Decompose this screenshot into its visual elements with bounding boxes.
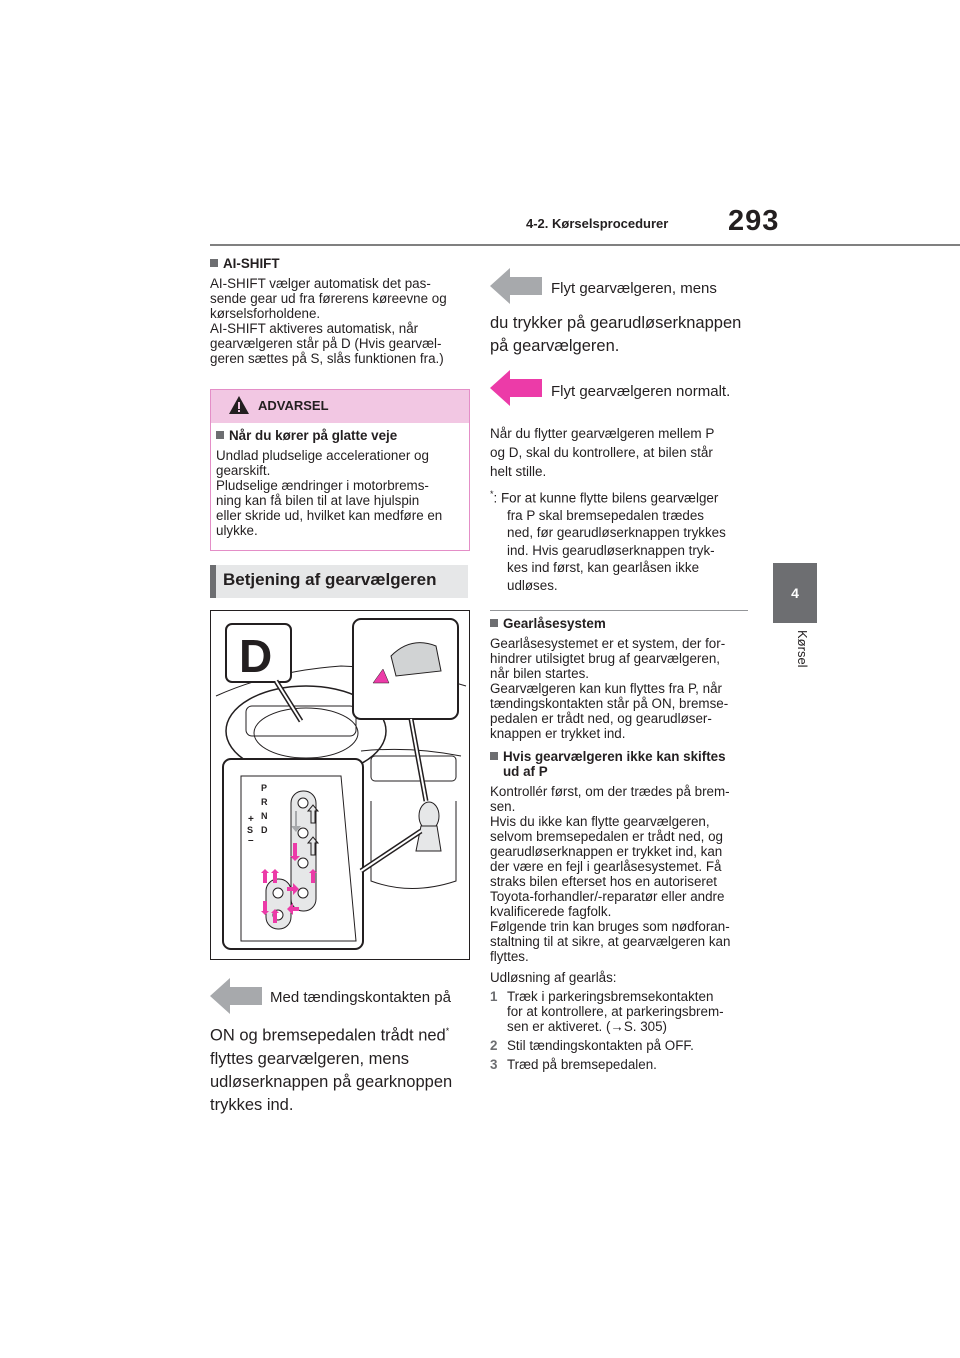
warning-line: ning kan få bilen til at lave hjulspin — [216, 493, 420, 508]
gate-label-minus: – — [248, 835, 254, 846]
step-line: Træd på bremsepedalen. — [507, 1057, 657, 1072]
note-line: Når du flytter gearvælgeren mellem P — [490, 426, 715, 441]
cannot-shift-line: Toyota-forhandler/-reparatør eller andre — [490, 889, 725, 904]
warning-line: Pludselige ændringer i motorbrems- — [216, 478, 429, 493]
gate-label-p: P — [261, 783, 268, 793]
gearlock-line: tændingskontakten står på ON, bremse- — [490, 696, 729, 711]
footnote-line: : For at kunne flytte bilens gearvælger — [493, 490, 719, 506]
gate-label-s: S — [247, 825, 254, 835]
cannot-shift-line: Kontrollér først, om der trædes på brem- — [490, 784, 730, 799]
step-number: 2 — [490, 1038, 498, 1053]
step-1 — [490, 989, 752, 1034]
ai-shift-line: gearvælgeren står på D (Hvis gearvæl- — [210, 336, 442, 351]
cannot-shift-line: straks bilen efterset hos en autoriseret — [490, 874, 718, 889]
operation-line: udløserknappen på gearknoppen — [210, 1072, 453, 1091]
footnote-line: kes ind først, kan gearlåsen ikke — [507, 560, 700, 576]
drive-letter: D — [239, 630, 273, 682]
header-rule-right — [840, 244, 960, 246]
pink-arrow-icon — [490, 370, 542, 406]
page-number: 293 — [728, 205, 780, 237]
gate-label-n: N — [261, 811, 268, 821]
step-line: Stil tændingskontakten på OFF. — [507, 1038, 694, 1053]
gate-label-r: R — [261, 797, 268, 807]
gearlock-heading: Gearlåsesystem — [503, 616, 606, 631]
section-heading-accent — [210, 565, 216, 598]
pink-arrow-caption: Flyt gearvælgeren normalt. — [551, 383, 731, 400]
gearlock-line: pedalen er trådt ned, og gearudløser- — [490, 711, 712, 726]
gearlock-line: Gearvælgeren kan kun flyttes fra P, når — [490, 681, 722, 696]
cannot-shift-line: der være en fejl i gearlåsesystemet. Få — [490, 859, 722, 874]
step-number: 3 — [490, 1057, 498, 1072]
operation-line: trykkes ind. — [210, 1095, 294, 1114]
cannot-shift-line: gearudløserknappen er trykket ind, kan — [490, 844, 723, 859]
cannot-shift-line: staltning til at sikre, at gearvælgeren kan — [490, 934, 731, 949]
bullet-square-icon — [490, 752, 498, 760]
section-title: 4-2. Kørselsprocedurer — [526, 216, 669, 231]
separator — [490, 610, 748, 611]
note-line: helt stille. — [490, 464, 547, 479]
ai-shift-line: kørselsforholdene. — [210, 306, 321, 321]
footnote-block — [490, 486, 752, 594]
cannot-shift-line: sen. — [490, 799, 516, 814]
gray-arrow-caption: Flyt gearvælgeren, mens — [551, 280, 717, 297]
warning-line: ulykke. — [216, 523, 258, 538]
cannot-shift-heading: ud af P — [503, 764, 548, 779]
cannot-shift-line: Følgende trin kan bruges som nødforan- — [490, 919, 730, 934]
footnote-mark: * — [490, 489, 494, 499]
chapter-label: Kørsel — [795, 630, 810, 668]
cannot-shift-heading: Hvis gearvælgeren ikke kan skiftes — [503, 749, 726, 764]
gearlock-line: Gearlåsesystemet er et system, der for- — [490, 636, 726, 651]
footnote-line: ind. Hvis gearudløserknappen tryk- — [507, 542, 715, 558]
gray-arrow-line: på gearvælgeren. — [490, 337, 620, 355]
operation-line: ON og bremsepedalen trådt ned — [210, 1026, 446, 1045]
footnote-line: fra P skal bremsepedalen trædes — [507, 507, 704, 523]
step-3 — [490, 1057, 752, 1072]
bullet-square-icon — [210, 259, 218, 267]
cannot-shift-line: selvom bremsepedalen er trådt ned, og — [490, 829, 723, 844]
arrow-caption: Med tændingskontakten på — [270, 989, 451, 1006]
bullet-square-icon — [490, 619, 498, 627]
cannot-shift-line: flyttes. — [490, 949, 529, 964]
ai-shift-line: geren sættes på S, slås funktionen fra.) — [210, 351, 444, 366]
footnote-line: ned, før gearudløserknappen trykkes — [507, 525, 726, 541]
header-rule — [210, 244, 840, 246]
gray-arrow-icon — [490, 268, 542, 304]
gate-label-d: D — [261, 825, 268, 835]
gray-arrow-line: du trykker på gearudløserknappen — [490, 314, 742, 332]
gearlock-line: når bilen startes. — [490, 666, 589, 681]
gate-label-plus: + — [248, 814, 254, 825]
gearlock-line: knappen er trykket ind. — [490, 726, 626, 741]
gearlock-block — [490, 616, 752, 1072]
cannot-shift-line: kvalificerede fagfolk. — [490, 904, 612, 919]
step-number: 1 — [490, 989, 498, 1004]
note-line: og D, skal du kontrollere, at bilen står — [490, 445, 713, 460]
section-heading: Betjening af gearvælgeren — [223, 570, 437, 589]
ai-shift-line: AI-SHIFT vælger automatisk det pas- — [210, 276, 431, 291]
warning-line: eller skride ud, hvilket kan medføre en — [216, 508, 443, 523]
footnote-mark: * — [445, 1026, 450, 1036]
ai-shift-line: sende gear ud fra førerens køreevne og — [210, 291, 447, 306]
release-intro: Udløsning af gearlås: — [490, 970, 617, 985]
gearlock-line: hindrer utilsigtet brug af gearvælgeren, — [490, 651, 721, 666]
warning-title: ADVARSEL — [258, 398, 329, 413]
warning-line: Undlad pludselige accelerationer og — [216, 448, 429, 463]
gear-selector-figure — [210, 610, 470, 960]
warning-line: gearskift. — [216, 463, 271, 478]
step-line: sen er aktiveret. (→S. 305) — [507, 1019, 668, 1034]
step-line: for at kontrollere, at parkeringsbrem- — [507, 1004, 724, 1019]
ai-shift-line: AI-SHIFT aktiveres automatisk, når — [210, 321, 419, 336]
footnote-line: udløses. — [507, 577, 558, 593]
operation-body — [210, 1020, 472, 1117]
chapter-tab: 4 — [773, 563, 817, 623]
operation-line: flyttes gearvælgeren, mens — [210, 1049, 410, 1068]
bullet-square-icon — [216, 431, 224, 439]
note-block — [490, 424, 752, 481]
step-line: Træk i parkeringsbremsekontakten — [507, 989, 714, 1004]
gray-arrow-body — [490, 312, 752, 358]
cannot-shift-line: Hvis du ikke kan flytte gearvælgeren, — [490, 814, 710, 829]
warning-triangle-icon — [228, 395, 250, 415]
ai-shift-heading: AI-SHIFT — [223, 256, 280, 271]
step-2 — [490, 1038, 752, 1053]
gray-arrow-icon — [210, 978, 262, 1014]
warning-body — [216, 428, 466, 538]
warning-subheading: Når du kører på glatte veje — [229, 428, 398, 443]
ai-shift-block — [210, 256, 472, 366]
